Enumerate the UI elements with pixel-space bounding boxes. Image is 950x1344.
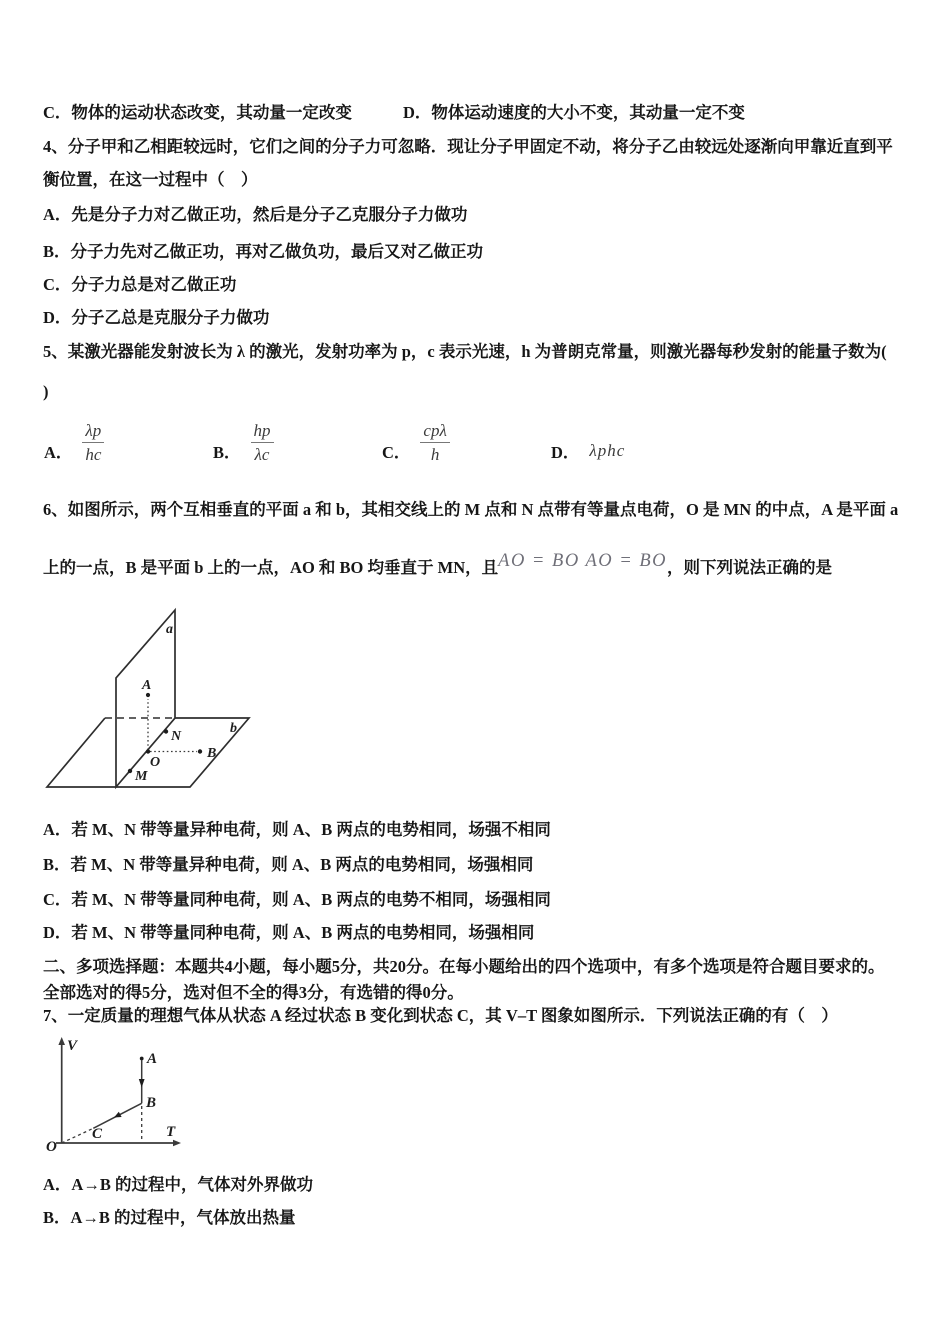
q6-line2 — [43, 551, 833, 581]
a-to-b-arrow — [139, 1079, 145, 1088]
q6-option-c: C．若 M、N 带等量同种电荷，则 A、B 两点的电势不相同，场强相同 — [43, 890, 551, 909]
v-axis-arrow — [58, 1037, 65, 1045]
q7-option-b: B．A→B 的过程中，气体放出热量 — [43, 1208, 296, 1227]
q5-choice-b-fraction — [251, 420, 274, 465]
state-a-dot — [140, 1057, 144, 1061]
point-m-label: M — [135, 769, 148, 784]
q6-line1: 6、如图所示，两个互相垂直的平面 a 和 b，其相交线上的 M 点和 N 点带有等量点电荷，O 是 MN 的中点，A 是平面 a — [43, 500, 899, 519]
section2-line2: 全部选对的得5分，选对但不全的得3分，有选错的得0分。 — [43, 983, 464, 1002]
q7-line1: 7、一定质量的理想气体从状态 A 经过状态 B 变化到状态 C，其 V–T 图象如图所示．下列说法正确的有（ ） — [43, 1006, 838, 1025]
t-axis-arrow — [173, 1140, 181, 1147]
q5-choice-a — [44, 417, 104, 465]
point-o-dot — [146, 749, 150, 753]
q5-choice-c-label: C． — [382, 443, 411, 462]
plane-b-label: b — [230, 721, 237, 736]
q6-line2-post: ，则下列说法正确的是 — [667, 558, 833, 577]
fraction-denominator: hc — [85, 445, 102, 464]
q6-option-d: D．若 M、N 带等量同种电荷，则 A、B 两点的电势相同，场强相同 — [43, 923, 535, 942]
q5-choice-d-label: D． — [551, 443, 580, 462]
prev-option-d: D．物体运动速度的大小不变，其动量一定不变 — [403, 103, 745, 122]
q4-line2: 衡位置，在这一过程中（ ） — [43, 170, 258, 189]
q5-choice-a-label: A． — [44, 443, 73, 462]
q5-choice-c — [382, 417, 450, 465]
q6-option-a: A．若 M、N 带等量异种电荷，则 A、B 两点的电势相同，场强不相同 — [43, 820, 551, 839]
fraction-numerator: λp — [82, 420, 104, 443]
q5-line1: 5、某激光器能发射波长为 λ 的激光，发射功率为 p，c 表示光速，h 为普朗克常量，则激光器每秒发射的能量子数为( — [43, 342, 887, 361]
q7-vt-graph — [40, 1036, 192, 1158]
q5-choice-a-fraction — [82, 420, 104, 465]
fraction-denominator: h — [430, 445, 440, 464]
q6-planes-diagram — [42, 600, 264, 798]
q6-inline-formula: AO = BO AO = BO — [498, 551, 668, 571]
point-b-label: B — [207, 746, 217, 761]
q4-option-a: A．先是分子力对乙做正功，然后是分子乙克服分子力做功 — [43, 205, 468, 224]
q5-choice-b — [213, 417, 274, 465]
point-n-dot — [164, 729, 168, 733]
q5-choice-d — [551, 417, 625, 465]
q5-choice-c-fraction — [420, 420, 449, 465]
q4-line1: 4、分子甲和乙相距较远时，它们之间的分子力可忽略．现让分子甲固定不动，将分子乙由较远处逐渐向甲靠近直到平 — [43, 137, 893, 156]
q5-choice-d-expression: λphc — [589, 441, 626, 460]
v-axis-label: V — [67, 1038, 78, 1054]
q7-option-a: A．A→B 的过程中，气体对外界做功 — [43, 1175, 313, 1194]
q4-option-d: D．分子乙总是克服分子力做功 — [43, 308, 270, 327]
point-a-label: A — [142, 678, 152, 693]
fraction-denominator: λc — [254, 445, 270, 464]
point-m-dot — [128, 769, 132, 773]
point-n-label: N — [171, 729, 182, 744]
origin-label: O — [46, 1139, 57, 1155]
q5-line2: ) — [43, 382, 49, 401]
q5-choice-b-label: B． — [213, 443, 241, 462]
point-a-dot — [146, 693, 150, 697]
fraction-numerator: cpλ — [420, 420, 449, 443]
point-b-dot — [198, 749, 202, 753]
q6-line2-pre: 上的一点，B 是平面 b 上的一点，AO 和 BO 均垂直于 MN，且 — [43, 558, 499, 577]
origin-dashed-line — [62, 1128, 94, 1143]
point-o-label: O — [150, 755, 161, 770]
state-c-label: C — [92, 1126, 103, 1142]
q4-option-b: B．分子力先对乙做正功，再对乙做负功，最后又对乙做正功 — [43, 242, 484, 261]
fraction-numerator: hp — [251, 420, 274, 443]
state-b-label: B — [146, 1095, 157, 1111]
q4-option-c: C．分子力总是对乙做正功 — [43, 275, 237, 294]
plane-a-label: a — [166, 622, 173, 637]
t-axis-label: T — [166, 1124, 176, 1140]
prev-option-c: C．物体的运动状态改变，其动量一定改变 — [43, 103, 352, 122]
section2-line1: 二、多项选择题：本题共4小题，每小题5分，共20分。在每小题给出的四个选项中，有多个选项是符合题目要求的。 — [43, 957, 885, 976]
state-a-label: A — [147, 1051, 158, 1067]
q6-option-b: B．若 M、N 带等量异种电荷，则 A、B 两点的电势相同，场强相同 — [43, 855, 534, 874]
